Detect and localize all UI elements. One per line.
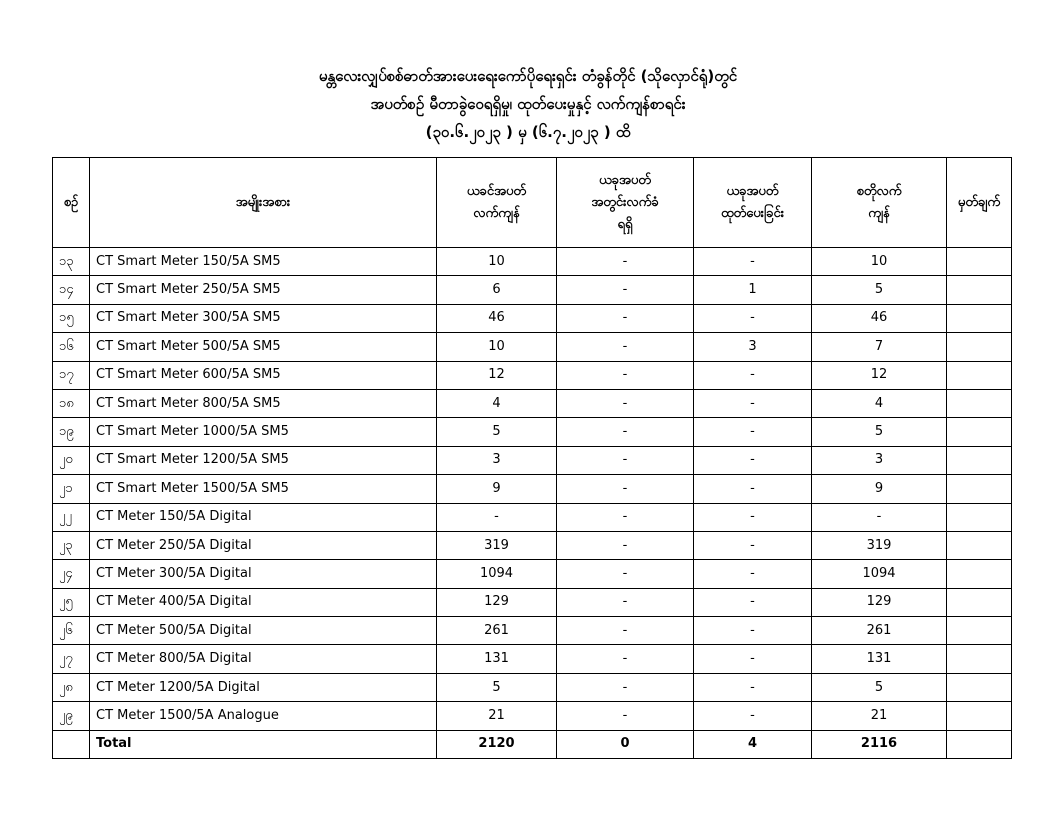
row-received: - xyxy=(557,531,694,559)
table-row xyxy=(53,588,1012,616)
row-remarks xyxy=(947,617,1012,645)
row-remarks xyxy=(947,588,1012,616)
row-opening-balance: 1094 xyxy=(437,560,557,588)
row-issued: - xyxy=(694,588,812,616)
table-row xyxy=(53,389,1012,417)
row-item-type: CT Meter 400/5A Digital xyxy=(90,588,437,616)
row-store-balance: 21 xyxy=(812,702,947,730)
row-number: ၂၂ xyxy=(53,503,90,531)
row-item-type: CT Meter 250/5A Digital xyxy=(90,531,437,559)
row-store-balance: 129 xyxy=(812,588,947,616)
row-received: - xyxy=(557,361,694,389)
row-received: - xyxy=(557,389,694,417)
row-number: ၂၅ xyxy=(53,588,90,616)
header-received xyxy=(557,158,694,248)
row-store-balance: 1094 xyxy=(812,560,947,588)
row-number: ၂၀ xyxy=(53,446,90,474)
header-balance-text: စတိုလက် ကျန် xyxy=(856,183,902,221)
row-item-type: CT Meter 1200/5A Digital xyxy=(90,673,437,701)
row-opening-balance: 6 xyxy=(437,276,557,304)
row-received: - xyxy=(557,475,694,503)
row-issued: - xyxy=(694,702,812,730)
row-store-balance: 5 xyxy=(812,418,947,446)
header-issued-text: ယခုအပတ် ထုတ်ပေးခြင်း xyxy=(720,183,784,221)
row-issued: - xyxy=(694,645,812,673)
header-store-balance xyxy=(812,158,947,248)
meter-stock-table xyxy=(52,157,1012,759)
row-received: - xyxy=(557,333,694,361)
row-opening-balance: 10 xyxy=(437,248,557,276)
row-number: ၁၅ xyxy=(53,304,90,332)
row-item-type: CT Smart Meter 1000/5A SM5 xyxy=(90,418,437,446)
row-remarks xyxy=(947,389,1012,417)
row-number: ၂၄ xyxy=(53,560,90,588)
row-opening-balance: - xyxy=(437,503,557,531)
row-number: ၂၈ xyxy=(53,673,90,701)
row-received: - xyxy=(557,560,694,588)
row-item-type: CT Meter 500/5A Digital xyxy=(90,617,437,645)
row-opening-balance: 3 xyxy=(437,446,557,474)
row-store-balance: 3 xyxy=(812,446,947,474)
row-issued: - xyxy=(694,446,812,474)
row-issued: - xyxy=(694,389,812,417)
total-issued: 4 xyxy=(694,730,812,758)
row-opening-balance: 5 xyxy=(437,673,557,701)
table-row xyxy=(53,418,1012,446)
row-store-balance: 46 xyxy=(812,304,947,332)
row-store-balance: 7 xyxy=(812,333,947,361)
row-issued: - xyxy=(694,617,812,645)
row-issued: - xyxy=(694,560,812,588)
row-store-balance: 10 xyxy=(812,248,947,276)
header-issued xyxy=(694,158,812,248)
row-opening-balance: 131 xyxy=(437,645,557,673)
row-issued: - xyxy=(694,673,812,701)
row-item-type: CT Smart Meter 1200/5A SM5 xyxy=(90,446,437,474)
row-opening-balance: 21 xyxy=(437,702,557,730)
row-opening-balance: 10 xyxy=(437,333,557,361)
row-remarks xyxy=(947,446,1012,474)
row-number: ၁၃ xyxy=(53,248,90,276)
row-received: - xyxy=(557,503,694,531)
header-remarks: မှတ်ချက် xyxy=(947,158,1012,248)
row-store-balance: 5 xyxy=(812,673,947,701)
row-item-type: CT Meter 150/5A Digital xyxy=(90,503,437,531)
row-opening-balance: 319 xyxy=(437,531,557,559)
table-row xyxy=(53,248,1012,276)
total-received: 0 xyxy=(557,730,694,758)
row-received: - xyxy=(557,446,694,474)
table-row xyxy=(53,702,1012,730)
row-remarks xyxy=(947,304,1012,332)
header-opening-text: ယခင်အပတ် လက်ကျန် xyxy=(466,183,527,221)
row-store-balance: 319 xyxy=(812,531,947,559)
table-row xyxy=(53,531,1012,559)
row-opening-balance: 261 xyxy=(437,617,557,645)
row-opening-balance: 46 xyxy=(437,304,557,332)
row-item-type: CT Smart Meter 250/5A SM5 xyxy=(90,276,437,304)
row-number: ၂၁ xyxy=(53,475,90,503)
row-opening-balance: 129 xyxy=(437,588,557,616)
table-row xyxy=(53,560,1012,588)
title-line-2: အပတ်စဉ် မီတာခွဲဝေရရှိမှု၊ ထုတ်ပေးမှုနှင့် လက်ကျန်စာရင်း xyxy=(370,95,686,113)
row-item-type: CT Meter 800/5A Digital xyxy=(90,645,437,673)
table-row xyxy=(53,475,1012,503)
row-issued: - xyxy=(694,248,812,276)
row-store-balance: 9 xyxy=(812,475,947,503)
row-issued: - xyxy=(694,304,812,332)
row-received: - xyxy=(557,304,694,332)
title-date-range: (၃၀.၆.၂၀၂၃ ) မှ (၆.၇.၂၀၂၃ ) ထိ xyxy=(425,123,631,141)
row-number: ၂၇ xyxy=(53,645,90,673)
table-row xyxy=(53,645,1012,673)
row-store-balance: 12 xyxy=(812,361,947,389)
row-remarks xyxy=(947,276,1012,304)
table-row xyxy=(53,333,1012,361)
row-received: - xyxy=(557,617,694,645)
header-opening-balance xyxy=(437,158,557,248)
row-number: ၂၆ xyxy=(53,617,90,645)
row-issued: 1 xyxy=(694,276,812,304)
table-row xyxy=(53,304,1012,332)
row-received: - xyxy=(557,645,694,673)
total-opening-balance: 2120 xyxy=(437,730,557,758)
row-remarks xyxy=(947,673,1012,701)
row-issued: 3 xyxy=(694,333,812,361)
table-row xyxy=(53,276,1012,304)
row-issued: - xyxy=(694,475,812,503)
row-received: - xyxy=(557,673,694,701)
header-item-type: အမျိုးအစား xyxy=(90,158,437,248)
table-row xyxy=(53,617,1012,645)
row-item-type: CT Smart Meter 800/5A SM5 xyxy=(90,389,437,417)
row-received: - xyxy=(557,276,694,304)
table-row xyxy=(53,503,1012,531)
row-opening-balance: 5 xyxy=(437,418,557,446)
row-item-type: CT Smart Meter 150/5A SM5 xyxy=(90,248,437,276)
table-row xyxy=(53,361,1012,389)
table-row xyxy=(53,673,1012,701)
header-row xyxy=(53,158,1012,248)
row-issued: - xyxy=(694,531,812,559)
row-store-balance: 5 xyxy=(812,276,947,304)
row-opening-balance: 9 xyxy=(437,475,557,503)
row-opening-balance: 12 xyxy=(437,361,557,389)
row-opening-balance: 4 xyxy=(437,389,557,417)
row-remarks xyxy=(947,475,1012,503)
total-store-balance: 2116 xyxy=(812,730,947,758)
row-store-balance: 4 xyxy=(812,389,947,417)
row-number: ၁၉ xyxy=(53,418,90,446)
report-title xyxy=(0,62,1056,146)
row-received: - xyxy=(557,588,694,616)
row-item-type: CT Smart Meter 600/5A SM5 xyxy=(90,361,437,389)
row-issued: - xyxy=(694,418,812,446)
header-received-text: ယခုအပတ် အတွင်းလက်ခံ ရရှိ xyxy=(591,172,659,232)
row-received: - xyxy=(557,418,694,446)
row-remarks xyxy=(947,702,1012,730)
row-store-balance: - xyxy=(812,503,947,531)
row-issued: - xyxy=(694,503,812,531)
row-remarks xyxy=(947,248,1012,276)
header-no: စဉ် xyxy=(53,158,90,248)
total-remarks-cell xyxy=(947,730,1012,758)
row-issued: - xyxy=(694,361,812,389)
row-item-type: CT Meter 300/5A Digital xyxy=(90,560,437,588)
total-row xyxy=(53,730,1012,758)
row-store-balance: 261 xyxy=(812,617,947,645)
row-number: ၁၈ xyxy=(53,389,90,417)
row-number: ၁၆ xyxy=(53,333,90,361)
title-line-1: မန္တလေးလျှပ်စစ်ဓာတ်အားပေးရေးကော်ပိုရေးရှင်း တံခွန်တိုင် (သိုလှောင်ရုံ)တွင် xyxy=(318,67,738,85)
row-number: ၁၄ xyxy=(53,276,90,304)
row-item-type: CT Smart Meter 1500/5A SM5 xyxy=(90,475,437,503)
row-remarks xyxy=(947,361,1012,389)
row-remarks xyxy=(947,333,1012,361)
table-row xyxy=(53,446,1012,474)
row-item-type: CT Meter 1500/5A Analogue xyxy=(90,702,437,730)
row-received: - xyxy=(557,702,694,730)
row-number: ၂၉ xyxy=(53,702,90,730)
row-item-type: CT Smart Meter 300/5A SM5 xyxy=(90,304,437,332)
row-received: - xyxy=(557,248,694,276)
row-remarks xyxy=(947,503,1012,531)
row-item-type: CT Smart Meter 500/5A SM5 xyxy=(90,333,437,361)
row-remarks xyxy=(947,645,1012,673)
row-remarks xyxy=(947,560,1012,588)
row-remarks xyxy=(947,531,1012,559)
row-number: ၁၇ xyxy=(53,361,90,389)
row-number: ၂၃ xyxy=(53,531,90,559)
row-store-balance: 131 xyxy=(812,645,947,673)
row-remarks xyxy=(947,418,1012,446)
total-number-cell xyxy=(53,730,90,758)
total-label: Total xyxy=(90,730,437,758)
